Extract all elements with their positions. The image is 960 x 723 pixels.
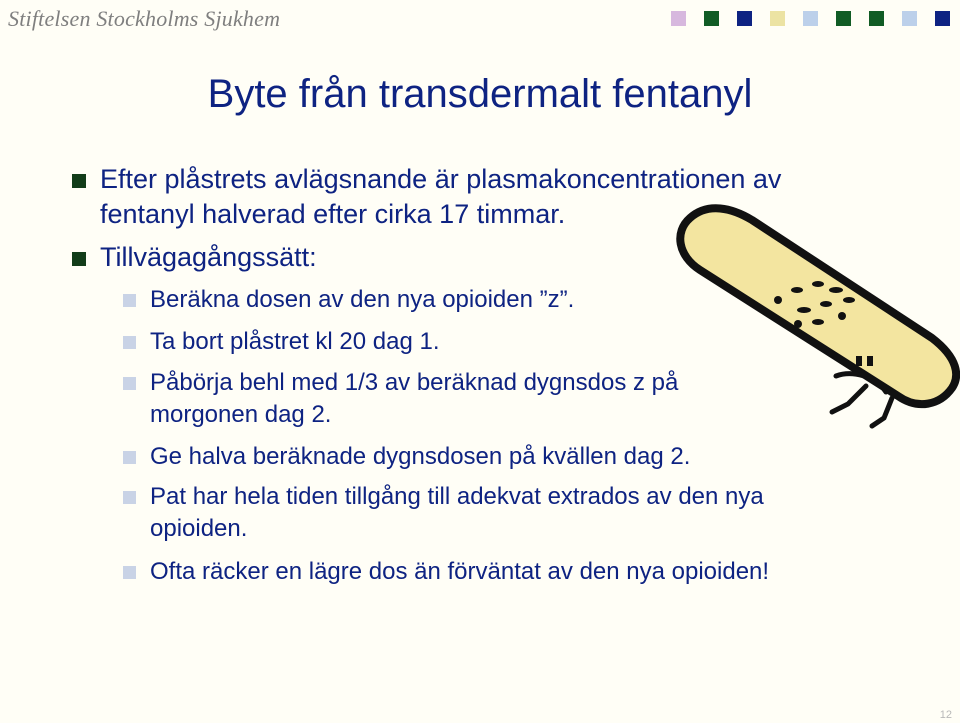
- sub-bullet-square-icon: [123, 294, 136, 307]
- sub-bullet-item: [150, 441, 690, 473]
- sub-bullet-item: [150, 481, 764, 545]
- organization-logo-text: Stiftelsen Stockholms Sjukhem: [8, 6, 281, 31]
- sub-bullet-square-icon: [123, 451, 136, 464]
- decorative-square: [671, 11, 686, 26]
- bullet-line: Ge halva beräknade dygnsdosen på kvällen dag 2.: [150, 443, 691, 470]
- bullet-line: Pat har hela tiden tillgång till adekvat extrados av den nya: [150, 483, 764, 510]
- sub-bullet-item: [150, 284, 574, 316]
- bullet-line: Ta bort plåstret kl 20 dag 1.: [150, 328, 440, 355]
- sub-bullet-item: [150, 367, 678, 431]
- decorative-square: [935, 11, 950, 26]
- bullet-line: Beräkna dosen av den nya opioiden ”z”.: [150, 286, 575, 313]
- page-number: 12: [939, 709, 952, 721]
- decorative-square: [836, 11, 851, 26]
- sub-bullet-square-icon: [123, 491, 136, 504]
- bullet-line: Efter plåstrets avlägsnande är plasmakoncentrationen av: [100, 164, 782, 194]
- bullet-square-icon: [72, 174, 86, 188]
- sub-bullet-square-icon: [123, 566, 136, 579]
- bullet-line: Ofta räcker en lägre dos än förväntat av den nya opioiden!: [150, 558, 770, 585]
- bullet-item: [100, 240, 317, 275]
- sad-band-aid-icon: [660, 200, 960, 440]
- bullet-line: fentanyl halverad efter cirka 17 timmar.: [100, 199, 566, 229]
- bullet-line: Påbörja behl med 1/3 av beräknad dygnsdos z på: [150, 369, 679, 396]
- decorative-squares: [653, 11, 950, 26]
- sub-bullet-item: [150, 556, 769, 588]
- slide-title: Byte från transdermalt fentanyl: [207, 72, 753, 116]
- decorative-square: [704, 11, 719, 26]
- sub-bullet-square-icon: [123, 336, 136, 349]
- decorative-square: [737, 11, 752, 26]
- bullet-line: morgonen dag 2.: [150, 401, 332, 428]
- bullet-line: Tillvägagångssätt:: [100, 242, 317, 272]
- bullet-line: opioiden.: [150, 515, 248, 542]
- decorative-square: [803, 11, 818, 26]
- decorative-square: [869, 11, 884, 26]
- decorative-square: [770, 11, 785, 26]
- band-aid-legs: [832, 386, 892, 426]
- decorative-square: [902, 11, 917, 26]
- sub-bullet-square-icon: [123, 377, 136, 390]
- band-aid-body: [680, 208, 956, 404]
- sub-bullet-item: [150, 326, 440, 358]
- bullet-square-icon: [72, 252, 86, 266]
